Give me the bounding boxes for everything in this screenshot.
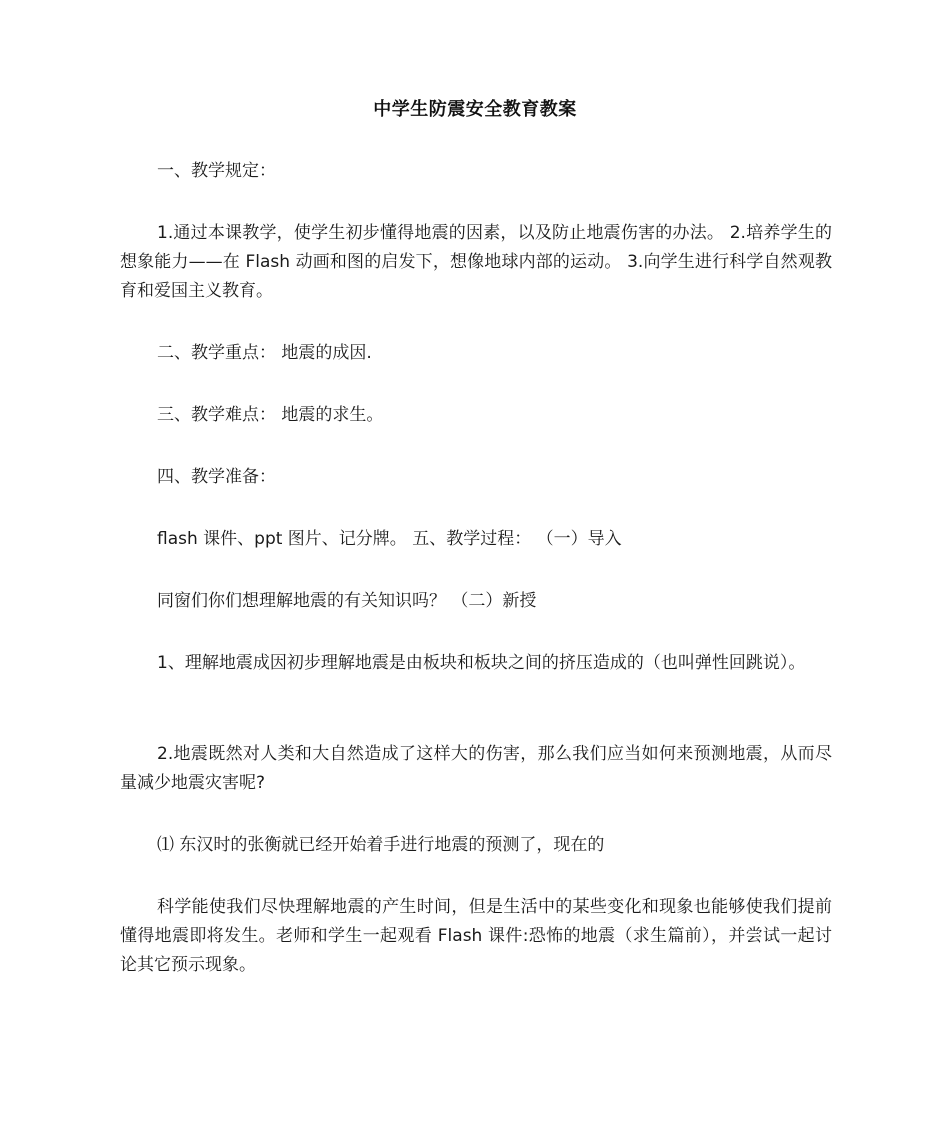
section-heading-requirements: 一、教学规定：: [157, 161, 276, 181]
paragraph-question: 同窗们你们想理解地震的有关知识吗？ （二）新授: [157, 591, 537, 611]
paragraph-zhangheng: ⑴ 东汉时的张衡就已经开始着手进行地震的预测了，现在的: [157, 835, 605, 855]
paragraph-materials: flash 课件、ppt 图片、记分牌。 五、教学过程： （一）导入: [157, 529, 622, 549]
paragraph-prediction: 2.地震既然对人类和大自然造成了这样大的伤害，那么我们应当如何来预测地震，从而尽量减少地震灾害呢?: [120, 744, 832, 793]
section-heading-difficulties: 三、教学难点： 地震的求生。: [157, 405, 384, 425]
document-title: 中学生防震安全教育教案: [373, 99, 577, 120]
paragraph-objectives: 1.通过本课教学，使学生初步懂得地震的因素，以及防止地震伤害的办法。 2.培养学生的想象能力——在 Flash 动画和图的启发下，想像地球内部的运动。 3.向学生进行科学自然观教育和爱国主义教育。: [120, 223, 832, 301]
paragraph-science: 科学能使我们尽快理解地震的产生时间，但是生活中的某些变化和现象也能够使我们提前懂得地震即将发生。老师和学生一起观看 Flash 课件:恐怖的地震（求生篇前），并尝试一起讨论其它预示现象。: [120, 897, 832, 975]
paragraph-cause: 1、理解地震成因初步理解地震是由板块和板块之间的挤压造成的（也叫弹性回跳说）。: [157, 653, 806, 673]
section-heading-key-points: 二、教学重点： 地震的成因.: [157, 343, 372, 363]
section-heading-preparation: 四、教学准备：: [157, 467, 276, 487]
